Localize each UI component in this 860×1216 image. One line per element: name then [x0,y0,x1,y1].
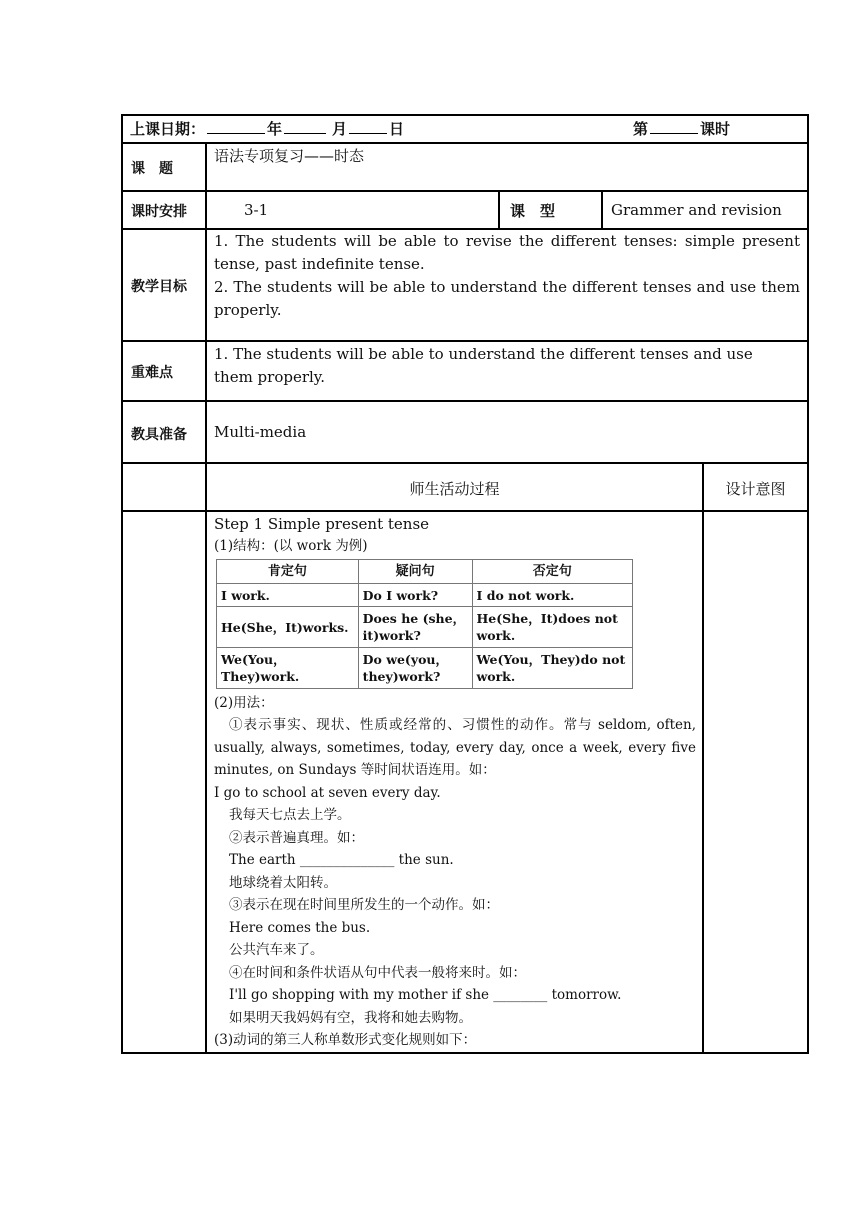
usage-label: (2)用法： [214,695,274,711]
day-blank [349,119,387,134]
example-4-en: I'll go shopping with my mother if she ________ tomorrow. [229,987,622,1003]
example-1-zh: 我每天七点去上学。 [229,807,351,823]
table-cell: He(She，It)works. [217,607,359,648]
row-line [121,190,809,192]
schedule-value: 3-1 [244,201,269,219]
col-line [601,190,603,230]
structure-label: (1)结构：(以 work 为例) [214,538,368,554]
grammar-table [216,559,633,689]
table-cell: Do I work? [358,584,472,607]
example-2-en: The earth ______________ the sun. [229,852,454,868]
usage-1: ①表示事实、现状、性质或经常的、习惯性的动作。常与 seldom, often, usually, always, sometimes, today, every day, once a week, every five minutes, on Sundays 等时间状语连用。如： [214,717,696,778]
step-title: Step 1 Simple present tense [214,515,430,533]
month-label: 月 [332,120,348,138]
usage-2: ②表示普遍真理。如： [229,830,364,846]
col-line [702,462,704,1054]
usage-3: ③表示在现在时间里所发生的一个动作。如： [229,897,499,913]
usage-4: ④在时间和条件状语从句中代表一般将来时。如： [229,965,526,981]
header-row [130,118,404,139]
example-1-en: I go to school at seven every day. [214,785,441,801]
row-line [121,340,809,342]
table-border-left [121,114,123,1054]
table-header-negative: 否定句 [472,560,633,584]
example-2-zh: 地球绕着太阳转。 [229,875,337,891]
table-header-question: 疑问句 [358,560,472,584]
col-line [205,142,207,1054]
table-cell: I work. [217,584,359,607]
schedule-label: 课时安排 [131,204,187,220]
table-cell: We(You，They)do not work. [472,648,633,689]
lesson-blank [650,119,698,134]
date-label: 上课日期： [130,120,206,138]
third-person-rule-label: (3)动词的第三人称单数形式变化规则如下： [214,1032,477,1048]
objective-item-2: 2. The students will be able to understand the different tenses and use them properly. [214,278,800,319]
month-blank [284,119,326,134]
table-border-right [807,114,809,1054]
key-points-text: 1. The students will be able to understand the different tenses and use them properly. [214,345,753,386]
table-cell: Do we(you，they)work? [358,648,472,689]
year-blank [207,119,265,134]
day-label: 日 [389,120,405,138]
topic-value: 语法专项复习——时态 [214,147,365,165]
example-3-zh: 公共汽车来了。 [229,942,324,958]
table-cell: He(She，It)does not work. [472,607,633,648]
table-cell: I do not work. [472,584,633,607]
col-line [498,190,500,230]
row-line [121,510,809,512]
table-cell: We(You，They)work. [217,648,359,689]
lesson-suffix: 课时 [700,120,731,138]
lesson-type-label: 课 型 [510,202,556,220]
table-border-top [121,114,809,116]
key-points-label: 重难点 [131,365,173,381]
table-cell: Does he (she，it)work? [358,607,472,648]
row-line [121,400,809,402]
year-label: 年 [267,120,283,138]
process-header: 师生活动过程 [409,480,500,498]
materials-label: 教具准备 [131,427,187,443]
materials-value: Multi-media [214,423,307,441]
example-4-zh: 如果明天我妈妈有空，我将和她去购物。 [229,1010,472,1026]
row-line [121,142,809,144]
table-border-bottom [121,1052,809,1054]
lesson-number [633,118,730,139]
objective-item-1: 1. The students will be able to revise the different tenses: simple present tense, past indefinite tense. [214,232,800,273]
lesson-prefix: 第 [633,120,649,138]
lesson-type-value: Grammer and revision [611,201,782,219]
example-3-en: Here comes the bus. [229,920,371,936]
table-header-affirmative: 肯定句 [217,560,359,584]
objectives-label: 教学目标 [131,279,187,295]
design-intent-header: 设计意图 [725,480,786,498]
row-line [121,462,809,464]
topic-label: 课 题 [131,161,173,177]
